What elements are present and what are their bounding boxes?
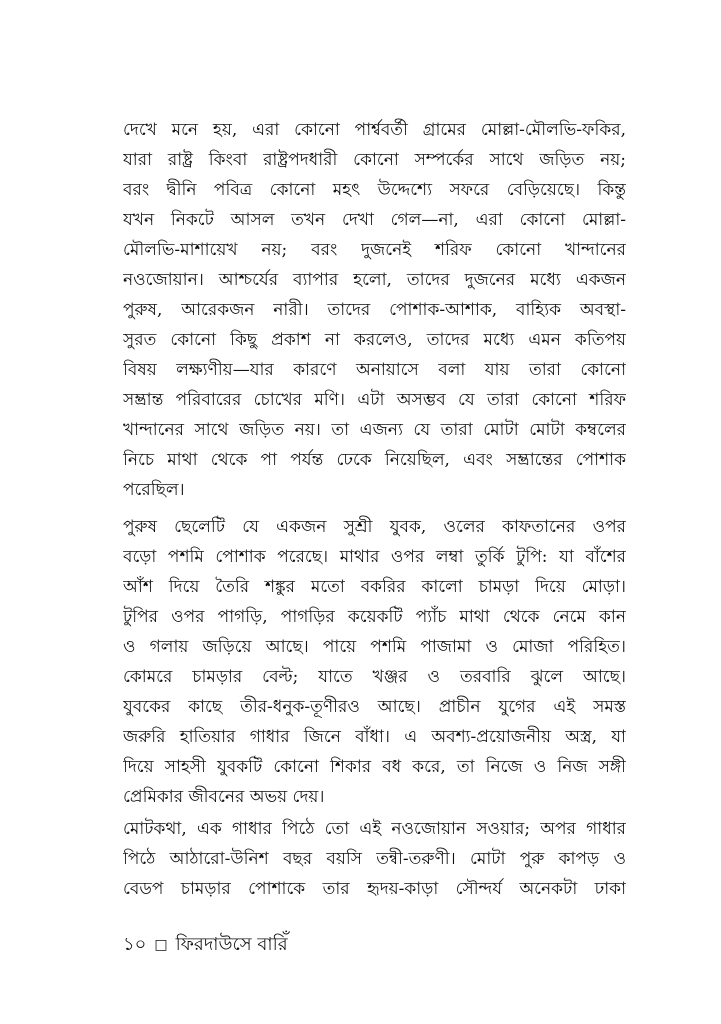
footer-separator: □	[154, 937, 168, 953]
text-line: টুপির ওপর পাগড়ি, পাগড়ির কয়েকটি প্যাঁচ মাথা থেকে নেমে কান	[123, 607, 626, 627]
text-line: মৌলভি-মাশায়েখ নয়; বরং দুজনেই শরিফ কোনো খান্দানের	[123, 240, 626, 260]
text-line: যখন নিকটে আসল তখন দেখা গেল—না, এরা কোনো মোল্লা-	[123, 210, 626, 230]
text-line: কোমরে চামড়ার বেল্ট; যাতে খঞ্জর ও তরবারি ঝুলে আছে।	[123, 667, 626, 687]
paragraph-3	[123, 814, 626, 904]
text-line: জরুরি হাতিয়ার গাধার জিনে বাঁধা। এ অবশ্য-প্রয়োজনীয় অস্ত্র, যা	[123, 727, 626, 747]
text-line: বিষয় লক্ষ্যণীয়—যার কারণে অনায়াসে বলা যায় তারা কোনো	[123, 360, 626, 380]
text-line: প্রেমিকার জীবনের অভয় দেয়।	[123, 787, 325, 807]
page-number: ১০	[123, 934, 147, 955]
text-line: মোটকথা, এক গাধার পিঠে তো এই নওজোয়ান সওয়ার; অপর গাধার	[123, 819, 626, 839]
text-line: বরং দ্বীনি পবিত্র কোনো মহৎ উদ্দেশ্যে সফরে বেড়িয়েছে। কিন্তু	[123, 180, 626, 200]
text-line: যারা রাষ্ট্র কিংবা রাষ্ট্রপদধারী কোনো সম্পর্কের সাথে জড়িত নয়;	[123, 150, 626, 170]
page-footer	[123, 931, 288, 959]
text-line: পিঠে আঠারো-উনিশ বছর বয়সি তন্বী-তরুণী। মোটা পুরু কাপড় ও	[123, 849, 626, 869]
text-line: দেখে মনে হয়, এরা কোনো পার্শ্ববর্তী গ্রামের মোল্লা-মৌলভি-ফকির,	[123, 120, 626, 140]
paragraph-1	[123, 115, 626, 505]
text-line: বড়ো পশমি পোশাক পরেছে। মাথার ওপর লম্বা তুর্কি টুপি: যা বাঁশের	[123, 547, 626, 567]
text-line: আঁশ দিয়ে তৈরি শঙ্কুর মতো বকরির কালো চামড়া দিয়ে মোড়া।	[123, 577, 626, 597]
text-line: বেডপ চামড়ার পোশাকে তার হৃদয়-কাড়া সৌন্দর্য অনেকটা ঢাকা	[123, 879, 626, 899]
book-title: ফিরদাউসে বারিঁ	[175, 934, 288, 955]
paragraph-2	[123, 512, 626, 812]
text-line: দিয়ে সাহসী যুবকটি কোনো শিকার বধ করে, তা নিজে ও নিজ সঙ্গী	[123, 757, 626, 777]
text-line: যুবকের কাছে তীর-ধনুক-তূণীরও আছে। প্রাচীন যুগের এই সমস্ত	[123, 697, 626, 717]
text-line: পুরুষ, আরেকজন নারী। তাদের পোশাক-আশাক, বাহ্যিক অবস্থা-	[123, 300, 626, 320]
text-line: নওজোয়ান। আশ্চর্যের ব্যাপার হলো, তাদের দুজনের মধ্যে একজন	[123, 270, 626, 290]
text-line: নিচে মাথা থেকে পা পর্যন্ত ঢেকে নিয়েছিল, এবং সম্ভ্রান্তের পোশাক	[123, 450, 626, 470]
text-line: ও গলায় জড়িয়ে আছে। পায়ে পশমি পাজামা ও মোজা পরিহিত।	[123, 637, 626, 657]
text-line: পরেছিল।	[123, 480, 185, 500]
text-line: পুরুষ ছেলেটি যে একজন সুশ্রী যুবক, ওলের কাফতানের ওপর	[123, 517, 626, 537]
text-line: সম্ভ্রান্ত পরিবারের চোখের মণি। এটা অসম্ভব যে তারা কোনো শরিফ	[123, 390, 626, 410]
text-line: খান্দানের সাথে জড়িত নয়। তা এজন্য যে তারা মোটা মোটা কম্বলের	[123, 420, 626, 440]
text-line: সুরত কোনো কিছু প্রকাশ না করলেও, তাদের মধ্যে এমন কতিপয়	[123, 330, 626, 350]
